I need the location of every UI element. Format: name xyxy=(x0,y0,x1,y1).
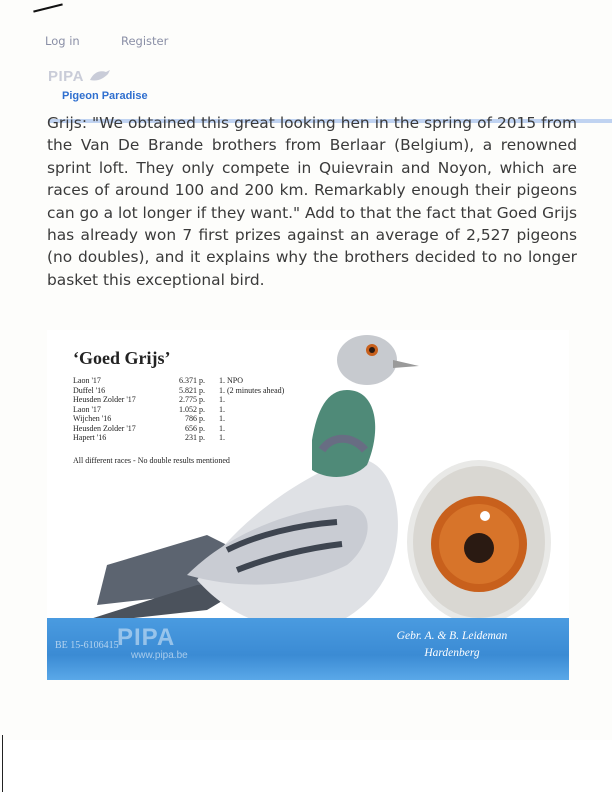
photo-caption-band xyxy=(47,618,569,680)
pigeon-name: ‘Goed Grijs’ xyxy=(73,348,171,368)
result-place: 1. xyxy=(219,433,225,442)
register-link[interactable]: Register xyxy=(121,34,169,48)
result-race: Hapert '16 xyxy=(73,433,107,442)
band-watermark: PIPA xyxy=(117,624,176,651)
owner-caption xyxy=(347,628,557,662)
result-place: 1. (2 minutes ahead) xyxy=(219,385,285,395)
pigeon-photo-card xyxy=(47,330,569,680)
login-link[interactable]: Log in xyxy=(45,34,80,48)
result-place: 1. xyxy=(219,414,225,423)
result-birds: 1.052 p. xyxy=(179,404,205,414)
scan-edge-line xyxy=(2,735,3,792)
result-place: 1. xyxy=(219,423,225,433)
pigeon-logo-icon xyxy=(88,68,112,86)
result-place: 1. xyxy=(219,395,225,404)
result-birds: 5.821 p. xyxy=(179,385,205,395)
result-birds: 656 p. xyxy=(185,423,205,433)
scan-margin xyxy=(0,740,612,792)
owner-location: Hardenberg xyxy=(424,647,480,659)
results-note: All different races - No double results mentioned xyxy=(73,456,230,465)
logo-tagline: Pigeon Paradise xyxy=(62,90,148,102)
result-race: Heusden Zolder '17 xyxy=(73,395,136,404)
ring-number: BE 15-6106415 xyxy=(55,640,119,651)
result-race: Laon '17 xyxy=(73,376,101,385)
result-birds: 231 p. xyxy=(185,433,205,442)
result-race: Laon '17 xyxy=(73,404,101,414)
result-birds: 786 p. xyxy=(185,414,205,423)
logo-word: PIPA xyxy=(48,68,84,85)
pipa-logo[interactable] xyxy=(48,68,158,106)
result-birds: 6.371 p. xyxy=(179,376,205,385)
pen-mark xyxy=(33,3,63,12)
result-race: Wijchen '16 xyxy=(73,414,112,423)
result-place: 1. xyxy=(219,404,225,414)
article-paragraph: Grijs: "We obtained this great looking hen in the spring of 2015 from the Van De Brande brothers from Berlaar (Belgium), a renowned sprint loft. They only compete in Quievrain and Noyon, which are races of around 100 and 200 km. Remarkably enough their pigeons can go a lot longer if they want." Add to that the fact that Goed Grijs has already won 7 first prizes against an average of 2,527 pigeons (no doubles), and it explains why the brothers decided to no longer basket this exceptional bird. xyxy=(47,114,577,289)
result-race: Duffel '16 xyxy=(73,385,106,395)
article-body xyxy=(47,112,577,291)
owner-name: Gebr. A. & B. Leideman xyxy=(396,630,508,642)
result-race: Heusden Zolder '17 xyxy=(73,423,136,433)
result-place: 1. NPO xyxy=(219,376,244,385)
eye-closeup xyxy=(407,460,551,624)
website-label: www.pipa.be xyxy=(131,650,188,661)
result-birds: 2.775 p. xyxy=(179,395,205,404)
